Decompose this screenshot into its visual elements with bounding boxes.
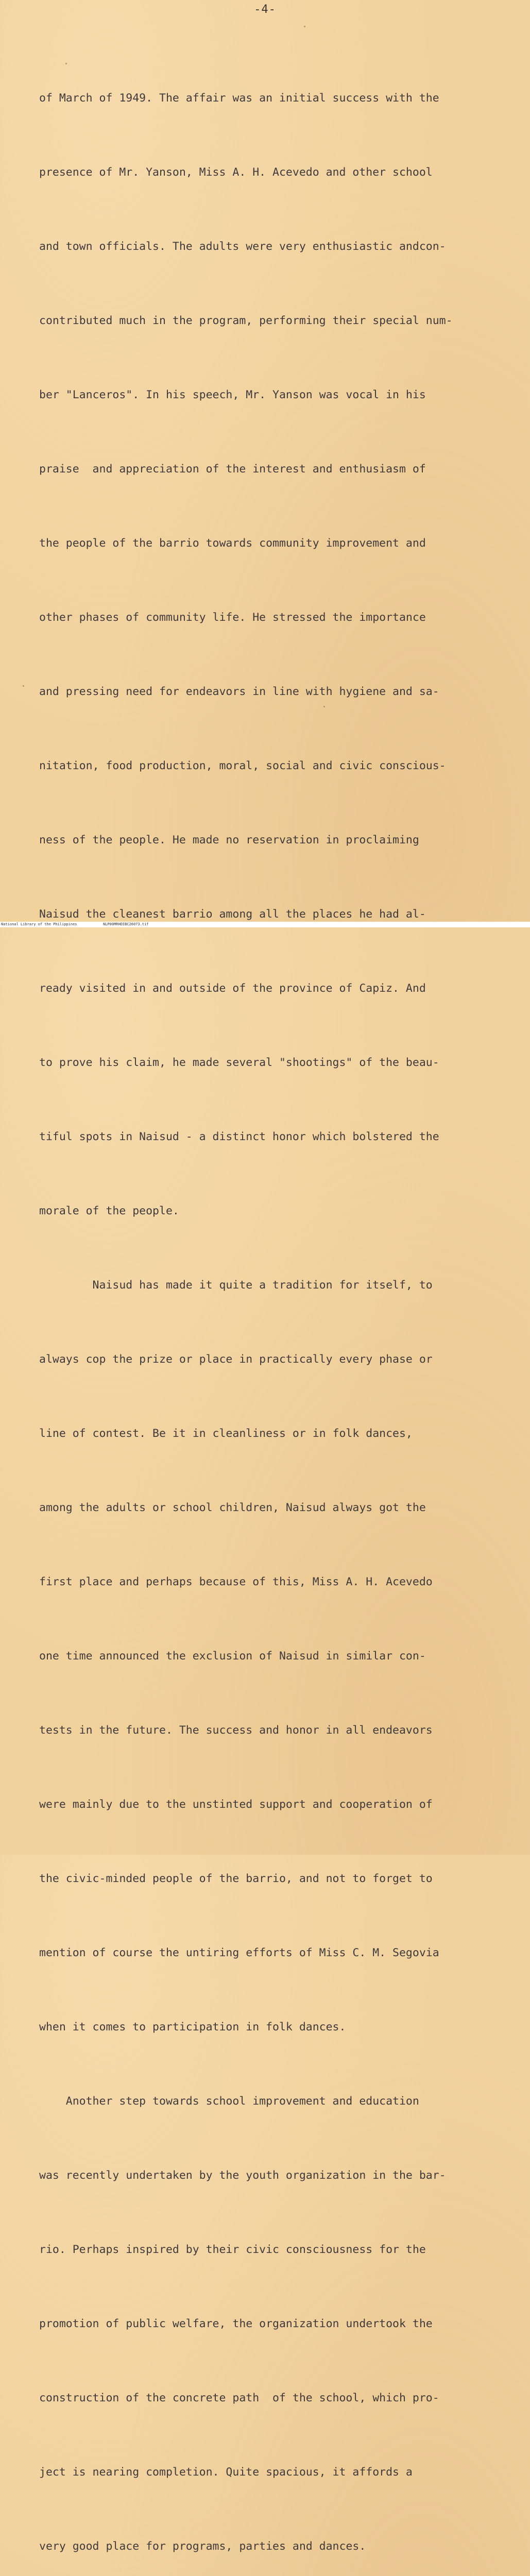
text-line: ness of the people. He made no reservation in proclaiming: [39, 834, 419, 846]
text-line: ject is nearing completion. Quite spacious, it affords a: [39, 2466, 413, 2479]
text-line: Another step towards school improvement and education: [39, 2095, 419, 2108]
paper-speck: [65, 63, 67, 64]
text-line: mention of course the untiring efforts of Miss C. M. Segovia: [39, 1946, 439, 1959]
text-line: morale of the people.: [39, 1205, 179, 1217]
paper-speck: [23, 685, 24, 687]
text-line: construction of the concrete path of the school, which pro-: [39, 2392, 439, 2404]
text-line: one time announced the exclusion of Naisud in similar con-: [39, 1650, 426, 1663]
text-line: rio. Perhaps inspired by their civic consciousness for the: [39, 2243, 426, 2256]
text-line: presence of Mr. Yanson, Miss A. H. Acevedo and other school: [39, 166, 433, 179]
page-number: -4-: [254, 3, 276, 16]
footer-filename: NLP00MRHDIBC26073.tif: [103, 922, 149, 926]
text-line: tiful spots in Naisud - a distinct honor which bolstered the: [39, 1130, 439, 1143]
text-line: other phases of community life. He stressed the importance: [39, 611, 426, 624]
text-line: promotion of public welfare, the organization undertook the: [39, 2317, 433, 2330]
text-line: the civic-minded people of the barrio, and not to forget to: [39, 1872, 433, 1885]
footer-institution: National Library of the Philippines: [1, 922, 77, 926]
body-text: [39, 37, 503, 2576]
text-line: line of contest. Be it in cleanliness or in folk dances,: [39, 1427, 413, 1440]
text-line: contributed much in the program, performing their special num-: [39, 314, 453, 327]
text-line: and pressing need for endeavors in line with hygiene and sa-: [39, 685, 439, 698]
text-line: when it comes to participation in folk dances.: [39, 2021, 346, 2033]
text-line: nitation, food production, moral, social and civic conscious-: [39, 759, 446, 772]
text-line: was recently undertaken by the youth organization in the bar-: [39, 2169, 446, 2182]
text-line: the people of the barrio towards community improvement and: [39, 537, 426, 550]
paper-speck: [323, 706, 325, 707]
text-line: very good place for programs, parties and dances.: [39, 2540, 366, 2553]
text-line: to prove his claim, he made several "shootings" of the beau-: [39, 1056, 439, 1069]
text-line: tests in the future. The success and honor in all endeavors: [39, 1724, 433, 1737]
text-line: always cop the prize or place in practically every phase or: [39, 1353, 433, 1366]
text-line: among the adults or school children, Naisud always got the: [39, 1501, 426, 1514]
text-line: Naisud the cleanest barrio among all the places he had al-: [39, 908, 426, 921]
text-line: of March of 1949. The affair was an initial success with the: [39, 92, 439, 105]
text-line: first place and perhaps because of this, Miss A. H. Acevedo: [39, 1575, 433, 1588]
text-line: praise and appreciation of the interest and enthusiasm of: [39, 463, 426, 476]
text-line: were mainly due to the unstinted support and cooperation of: [39, 1798, 433, 1811]
scan-footer: [0, 922, 530, 927]
text-line: and town officials. The adults were very enthusiastic andcon-: [39, 240, 446, 253]
text-line: ber "Lanceros". In his speech, Mr. Yanson was vocal in his: [39, 388, 426, 401]
text-line: ready visited in and outside of the province of Capiz. And: [39, 982, 426, 995]
paper-speck: [304, 26, 305, 27]
text-line: Naisud has made it quite a tradition for itself, to: [39, 1279, 433, 1292]
